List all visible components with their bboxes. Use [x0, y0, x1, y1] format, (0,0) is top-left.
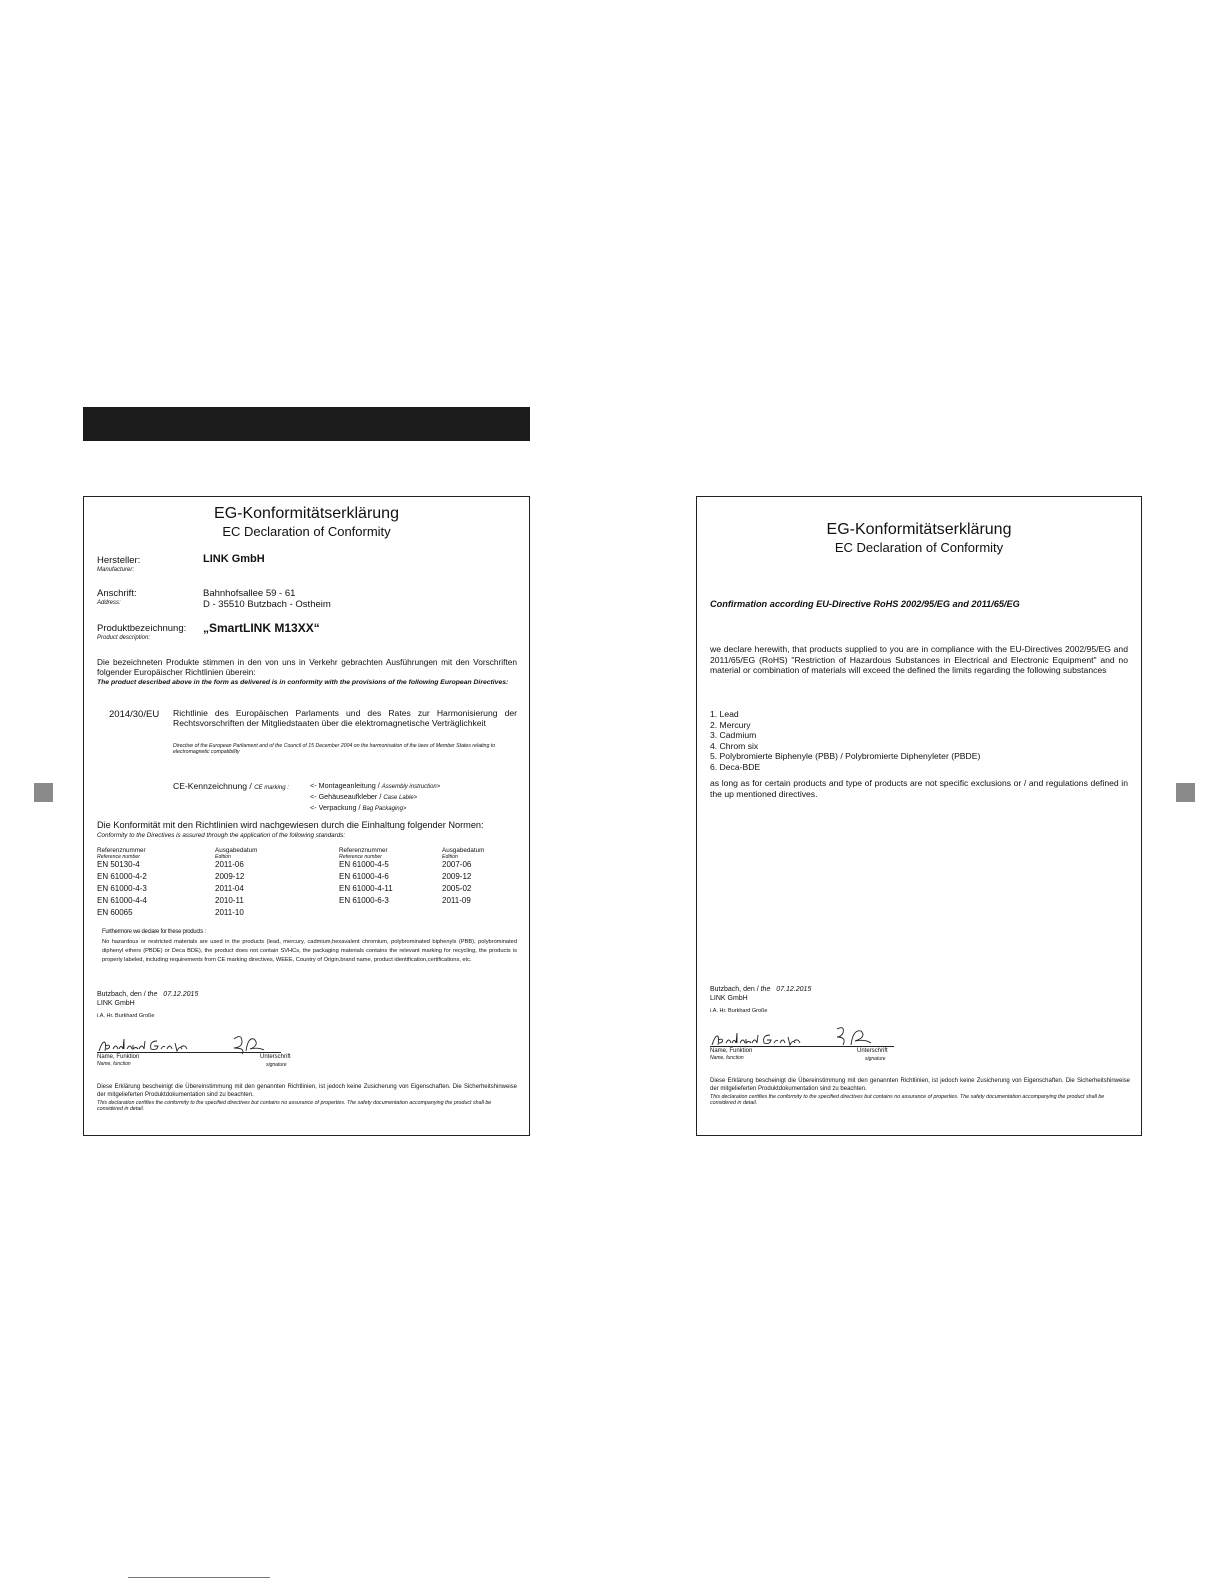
product-sublabel: Product description: — [97, 635, 151, 641]
substance-item: 6. Deca-BDE — [710, 761, 761, 772]
substance-item: 5. Polybromierte Biphenyle (PBB) / Polybromierte Diphenyleter (PBDE) — [710, 751, 981, 761]
standard-ref: EN 61000-4-3 — [97, 884, 147, 893]
product-label: Produktbezeichnung: — [97, 623, 187, 634]
ce-item-assembly-en: Assembly instruction> — [381, 784, 441, 790]
ec-declaration-document — [83, 496, 530, 1136]
place-date-sublabel: the — [760, 986, 771, 993]
rohs-closing: as long as for certain products and type of products are not specific exclusions or / and regulations defined in the up mentioned directives. — [710, 778, 1128, 799]
substance-item: 4. Chrom six — [710, 740, 759, 751]
standard-date: 2007-06 — [442, 860, 472, 869]
standard-date: 2011-09 — [442, 896, 471, 905]
signature-label: Unterschrift — [260, 1054, 291, 1060]
disclaimer-en: This declaration certifies the conformity to the specified directives but contains no assurance of properties. The safety documentation accompanying the product shall be considered in detail. — [97, 1100, 492, 1113]
name-function-label: Name, Funktion — [710, 1048, 753, 1054]
standard-ref: EN 61000-4-2 — [97, 872, 147, 881]
section-header-bar — [83, 407, 530, 441]
manufacturer-sublabel: Manufacturer: — [97, 567, 135, 573]
intro-de: Die bezeichneten Produkte stimmen in den von uns in Verkehr gebrachten Ausführungen mit den Vorschriften folgender Europäischer Richtlinien überein: — [97, 657, 517, 677]
substance-item: 3. Cadmium — [710, 730, 757, 740]
col-subheader-date-1: Edition — [215, 854, 231, 860]
company-name: LINK GmbH — [710, 995, 748, 1002]
col-header-ref-2: Referenznummer — [339, 847, 388, 854]
place-date — [97, 991, 198, 998]
directive-code: 2014/30/EU — [109, 709, 160, 720]
standard-ref: EN 61000-6-3 — [339, 896, 389, 905]
name-function-label: Name, Funktion — [97, 1054, 140, 1060]
name-function-sublabel: Name, function — [710, 1055, 744, 1061]
col-header-date-2: Ausgabedatum — [442, 847, 485, 854]
name-function-sublabel: Name, function — [97, 1061, 131, 1067]
standard-date: 2011-06 — [215, 860, 244, 869]
manufacturer-label: Hersteller: — [97, 555, 141, 566]
standard-ref: EN 61000-4-6 — [339, 872, 389, 881]
ce-item-packaging-de: <- Verpackung / — [310, 803, 361, 812]
signature-line — [97, 1052, 281, 1053]
date-value: 07.12.2015 — [163, 991, 199, 998]
disclaimer-de: Diese Erklärung bescheinigt die Übereinstimmung mit den genannten Richtlinien, ist jedoch keine Zusicherung von Eigenschaften. Die Sicherheitshinweise der mitgelieferten Produktdokumentation sind zu beachten. — [710, 1078, 1130, 1092]
standard-date: 2009-12 — [215, 872, 245, 881]
doc-title-en: EC Declaration of Conformity — [834, 540, 1004, 555]
col-header-ref-1: Referenznummer — [97, 847, 146, 854]
signatory: i.A. Hr. Burkhard Große — [97, 1013, 155, 1019]
standard-date: 2010-11 — [215, 896, 244, 905]
product-value: „SmartLINK M13XX“ — [203, 621, 320, 635]
col-header-date-1: Ausgabedatum — [215, 847, 258, 854]
rohs-confirmation: Confirmation according EU-Directive RoHS 2002/95/EG and 2011/65/EG — [710, 599, 1020, 609]
ce-marking-label — [173, 781, 289, 791]
standards-subheading: Conformity to the Directives is assured through the application of the following standards: — [97, 832, 346, 839]
signature-label: Unterschrift — [857, 1048, 888, 1054]
signature-line — [710, 1046, 894, 1047]
standard-ref: EN 61000-4-11 — [339, 884, 393, 893]
signature-sublabel: signature — [865, 1056, 886, 1062]
place-date-sublabel: the — [147, 991, 158, 998]
doc-title-de: EG-Konformitätserklärung — [826, 521, 1012, 538]
signature-sublabel: signature — [266, 1062, 287, 1068]
standards-heading: Die Konformität mit den Richtlinien wird nachgewiesen durch die Einhaltung folgender Normen: — [97, 820, 484, 830]
intro-en: The product described above in the form as delivered is in conformity with the provisions of the following European Directives: — [97, 679, 509, 686]
address-line2: D - 35510 Butzbach - Ostheim — [203, 599, 331, 610]
ce-item-packaging-en: Bag Packaging> — [362, 806, 407, 812]
place-date — [710, 986, 811, 993]
standard-date: 2011-10 — [215, 908, 244, 917]
ce-item-case-en: Case Lable> — [383, 795, 418, 801]
date-value: 07.12.2015 — [776, 986, 812, 993]
further-text: No hazardous or restricted materials are used in the products (lead, mercury, cadmium,hexavalent chromium, polybrominated biphenyls (PBB), polybrominated diphenyl ethers (PBDE) or Deca BDE), the product does not contain SVHCs, the packaging materials contains the relevant marking for recycling, the products is properly labeled, including requirements from CE marking directives, WEEE, Country of Origin,brand name, product identification,certifications, etc. — [102, 939, 517, 963]
standard-ref: EN 61000-4-5 — [339, 860, 389, 869]
doc-title-de: EG-Konformitätserklärung — [214, 505, 399, 522]
ce-item-case — [310, 792, 417, 801]
col-subheader-ref-2: Reference number — [339, 854, 382, 860]
col-subheader-date-2: Edition — [442, 854, 458, 860]
rohs-body: we declare herewith, that products supplied to you are in compliance with the EU-Directives 2002/95/EG and 2011/65/EG (RoHS) "Restriction of Hazardous Substances in Electrical and Electronic Equipment" and no material or combination of materials will exceed the defined the limits regarding the following substances — [710, 644, 1128, 676]
footer-link-underline — [128, 1577, 270, 1578]
ce-marking-label-de: CE-Kennzeichnung / — [173, 781, 252, 791]
col-subheader-ref-1: Reference number — [97, 854, 140, 860]
rohs-declaration-document — [696, 496, 1142, 1136]
ce-item-packaging — [310, 803, 406, 812]
ce-marking-label-en: CE marking : — [254, 785, 289, 791]
standard-date: 2011-04 — [215, 884, 244, 893]
standard-ref: EN 60065 — [97, 908, 133, 917]
page-tab-right — [1176, 783, 1195, 802]
place-date-label: Butzbach, den / — [710, 986, 759, 993]
directive-de: Richtlinie des Europäischen Parlaments und des Rates zur Harmonisierung der Rechtsvorschriften der Mitgliedstaaten über die elektromagnetische Verträglichkeit — [173, 708, 517, 728]
page-tab-left — [34, 783, 53, 802]
company-name: LINK GmbH — [97, 1000, 135, 1007]
ce-item-assembly-de: <- Montageanleitung / — [310, 781, 380, 790]
directive-en: Directive of the European Parliament and of the Council of 15 December 2004 on the harmonisation of the laws of Member States relating to electromagnetic compatibility — [173, 743, 496, 756]
further-heading: Furthermore we declare for these products : — [102, 929, 206, 935]
standard-date: 2009-12 — [442, 872, 472, 881]
ce-item-case-de: <- Gehäuseaufkleber / — [310, 792, 382, 801]
substance-item: 2. Mercury — [710, 719, 751, 730]
disclaimer-en: This declaration certifies the conformity to the specified directives but contains no assurance of properties. The safety documentation accompanying the product shall be considered in detail. — [710, 1094, 1105, 1107]
signatory: i.A. Hr. Burkhard Große — [710, 1008, 768, 1014]
standard-date: 2005-02 — [442, 884, 472, 893]
manufacturer-value: LINK GmbH — [203, 553, 265, 565]
ce-item-assembly — [310, 781, 440, 790]
doc-title-en: EC Declaration of Conformity — [222, 524, 391, 539]
address-sublabel: Address: — [97, 600, 121, 606]
place-date-label: Butzbach, den / — [97, 991, 146, 998]
address-line1: Bahnhofsallee 59 - 61 — [203, 588, 296, 599]
disclaimer-de: Diese Erklärung bescheinigt die Übereinstimmung mit den genannten Richtlinien, ist jedoch keine Zusicherung von Eigenschaften. Die Sicherheitshinweise der mitgelieferten Produktdokumentation sind zu beachten. — [97, 1084, 517, 1098]
substance-item: 1. Lead — [710, 709, 739, 719]
address-label: Anschrift: — [97, 588, 137, 599]
standard-ref: EN 50130-4 — [97, 860, 140, 869]
standard-ref: EN 61000-4-4 — [97, 896, 147, 905]
